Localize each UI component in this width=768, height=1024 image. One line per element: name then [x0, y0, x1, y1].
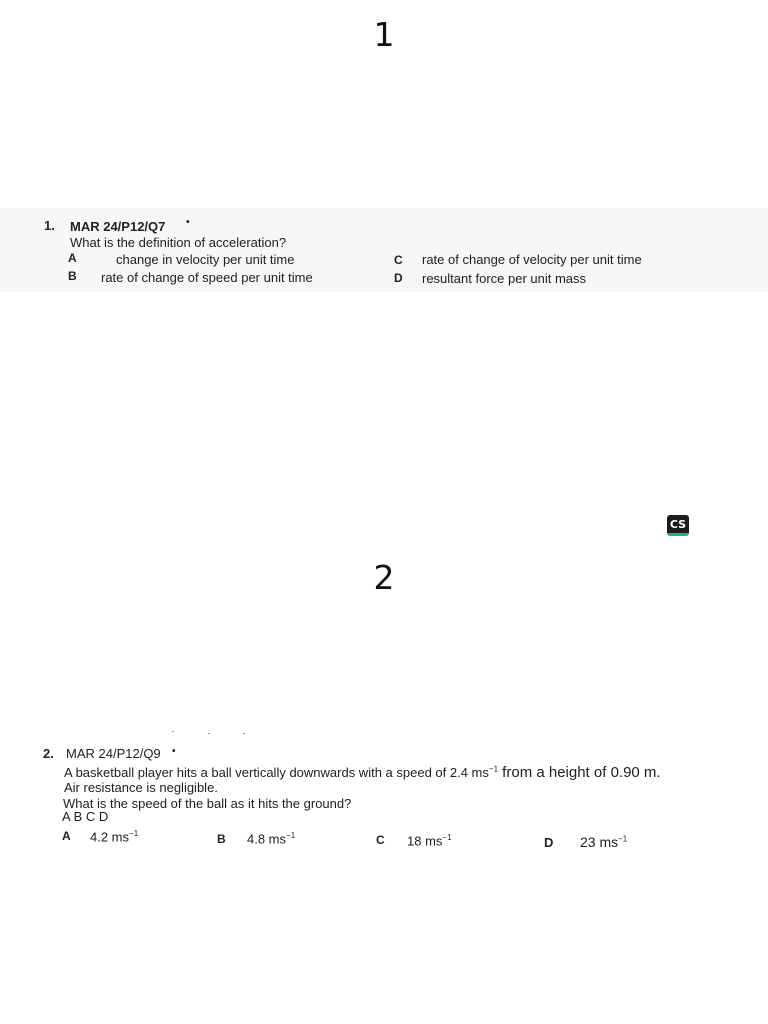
question-2-option-b-sup: −1 — [286, 831, 296, 840]
camscanner-logo: CS — [667, 515, 689, 536]
question-2-number: 2. — [43, 746, 54, 761]
question-1-option-a-text: change in velocity per unit time — [116, 252, 295, 267]
question-2-line-4: A B C D — [62, 809, 109, 824]
page-number-2: 2 — [373, 558, 395, 597]
question-2-option-b-text: 4.8 ms — [247, 831, 287, 847]
question-2-option-d-text: 23 ms — [580, 834, 619, 850]
question-1-option-c-letter: C — [394, 253, 403, 267]
question-2-option-a-value — [90, 829, 138, 844]
question-2-option-a-text: 4.2 ms — [90, 829, 130, 845]
question-2-line-3: What is the speed of the ball as it hits the ground? — [63, 796, 352, 811]
question-2-option-b-letter: B — [217, 832, 226, 846]
scan-speck — [208, 733, 210, 734]
question-1-option-a-letter: A — [68, 251, 77, 265]
question-2-option-d-value — [580, 834, 627, 850]
question-2-code: MAR 24/P12/Q9 — [66, 746, 161, 761]
question-1-prompt: What is the definition of acceleration? — [70, 235, 287, 250]
question-2-option-b-value — [247, 831, 295, 846]
question-1-number: 1. — [44, 218, 55, 233]
question-1-option-b-letter: B — [68, 269, 77, 283]
question-2-line-1 — [64, 764, 661, 781]
question-1-code: MAR 24/P12/Q7 — [70, 219, 166, 234]
page-number-1: 1 — [373, 15, 395, 54]
question-1-option-c-text: rate of change of velocity per unit time — [422, 252, 642, 267]
question-1-option-d-letter: D — [394, 271, 403, 285]
question-2-line-1-sup: −1 — [488, 764, 499, 774]
question-2-option-d-sup: −1 — [618, 834, 628, 844]
question-2-line-1-b: from a height of 0.90 m. — [498, 764, 661, 781]
scan-speck — [172, 731, 174, 732]
scan-speck — [243, 733, 245, 734]
question-1-option-b-text: rate of change of speed per unit time — [101, 270, 313, 285]
question-2-line-2: Air resistance is negligible. — [64, 780, 218, 795]
question-2-option-a-sup: −1 — [129, 829, 139, 838]
question-1-option-d-text: resultant force per unit mass — [422, 271, 587, 286]
question-2-mark: • — [172, 746, 176, 757]
question-2-option-a-letter: A — [62, 829, 71, 843]
question-2-option-c-text: 18 ms — [407, 833, 443, 849]
question-2-option-d-letter: D — [544, 835, 554, 850]
question-2-option-c-letter: C — [376, 833, 385, 847]
question-1-mark: • — [186, 217, 190, 228]
question-2-option-c-sup: −1 — [442, 833, 452, 842]
question-2-line-1-a: A basketball player hits a ball vertically downwards with a speed of 2.4 ms — [64, 765, 489, 780]
question-2-option-c-value — [407, 833, 452, 848]
